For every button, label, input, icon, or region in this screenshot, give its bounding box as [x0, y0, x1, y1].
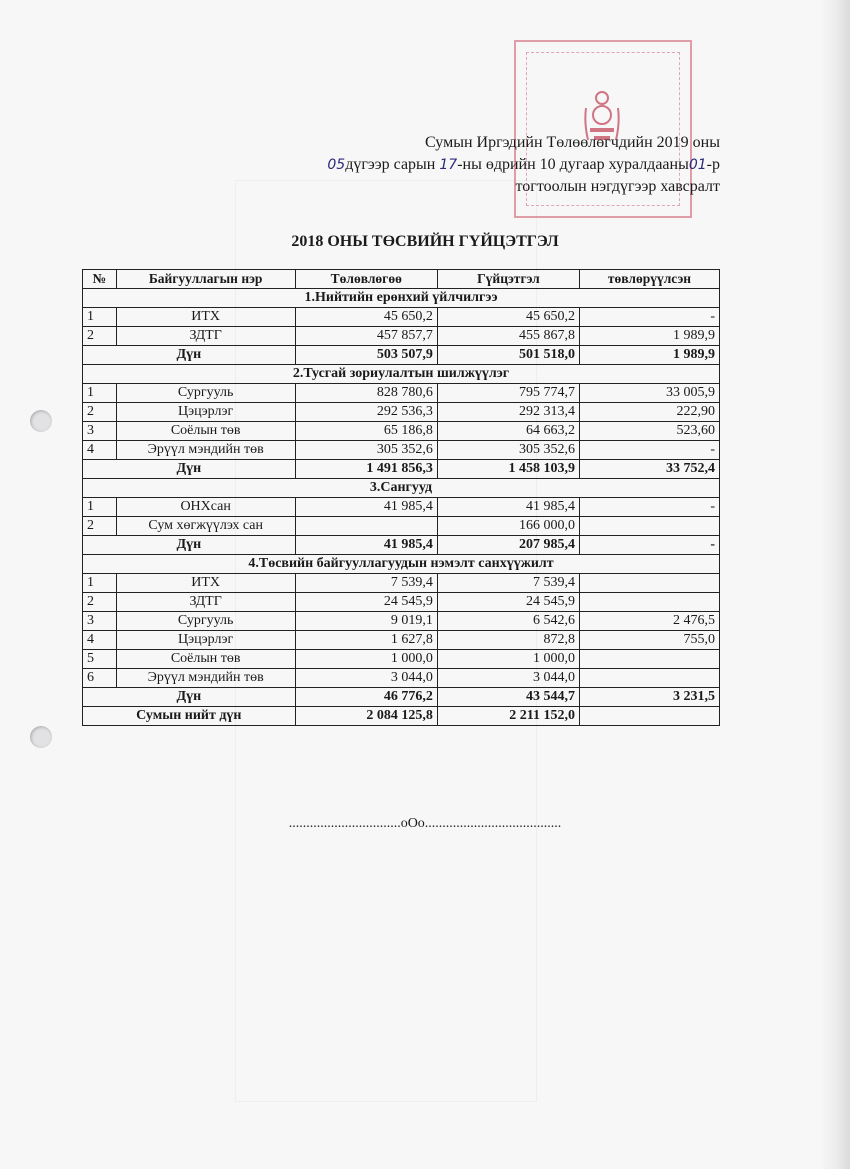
total-actual-cell: 501 518,0: [437, 346, 579, 365]
centralized-value-cell: 33 005,9: [579, 384, 719, 403]
total-actual-cell: 43 544,7: [437, 688, 579, 707]
row-number-cell: 2: [83, 403, 117, 422]
grand-total-actual-cell: 2 211 152,0: [437, 707, 579, 726]
total-plan-cell: 41 985,4: [295, 536, 437, 555]
section-title: 1.Нийтийн ерөнхий үйлчилгээ: [83, 289, 720, 308]
section-total-row: [83, 536, 720, 555]
header-suffix: -р: [706, 156, 720, 173]
column-header-plan: Төлөвлөгөө: [295, 270, 437, 289]
actual-value-cell: 41 985,4: [437, 498, 579, 517]
total-centralized-cell: 3 231,5: [579, 688, 719, 707]
row-number-cell: 4: [83, 631, 117, 650]
centralized-value-cell: [579, 574, 719, 593]
centralized-value-cell: -: [579, 498, 719, 517]
actual-value-cell: 166 000,0: [437, 517, 579, 536]
punch-hole-top: [30, 410, 52, 432]
column-header-centralized: төвлөрүүлсэн: [579, 270, 719, 289]
table-row: [83, 631, 720, 650]
row-number-cell: 1: [83, 574, 117, 593]
plan-value-cell: 305 352,6: [295, 441, 437, 460]
section-header-row: [83, 289, 720, 308]
centralized-value-cell: 1 989,9: [579, 327, 719, 346]
row-number-cell: 4: [83, 441, 117, 460]
handwritten-month: 05: [327, 157, 346, 173]
centralized-value-cell: [579, 593, 719, 612]
handwritten-resolution-no: 01: [688, 157, 707, 173]
table-row: [83, 498, 720, 517]
actual-value-cell: 24 545,9: [437, 593, 579, 612]
total-plan-cell: 46 776,2: [295, 688, 437, 707]
column-header-organization: Байгууллагын нэр: [116, 270, 295, 289]
page-title: 2018 ОНЫ ТӨСВИЙН ГҮЙЦЭТГЭЛ: [291, 233, 559, 250]
table-row: [83, 650, 720, 669]
plan-value-cell: 7 539,4: [295, 574, 437, 593]
organization-name-cell: ЗДТГ: [116, 327, 295, 346]
row-number-cell: 2: [83, 593, 117, 612]
actual-value-cell: 3 044,0: [437, 669, 579, 688]
paper-edge-shadow: [820, 0, 850, 1169]
budget-execution-table: [82, 269, 720, 726]
column-header-no: №: [83, 270, 117, 289]
actual-value-cell: 45 650,2: [437, 308, 579, 327]
row-number-cell: 6: [83, 669, 117, 688]
section-total-row: [83, 460, 720, 479]
total-plan-cell: 503 507,9: [295, 346, 437, 365]
row-number-cell: 1: [83, 498, 117, 517]
actual-value-cell: 305 352,6: [437, 441, 579, 460]
organization-name-cell: Цэцэрлэг: [116, 631, 295, 650]
grand-total-centralized-cell: [579, 707, 719, 726]
table-row: [83, 403, 720, 422]
total-label-cell: Дүн: [83, 536, 296, 555]
plan-value-cell: 65 186,8: [295, 422, 437, 441]
actual-value-cell: 795 774,7: [437, 384, 579, 403]
row-number-cell: 3: [83, 612, 117, 631]
row-number-cell: 1: [83, 384, 117, 403]
column-header-actual: Гүйцэтгэл: [437, 270, 579, 289]
table-body: [83, 289, 720, 726]
plan-value-cell: 3 044,0: [295, 669, 437, 688]
grand-total-row: [83, 707, 720, 726]
table-row: [83, 327, 720, 346]
total-centralized-cell: 33 752,4: [579, 460, 719, 479]
row-number-cell: 1: [83, 308, 117, 327]
centralized-value-cell: 755,0: [579, 631, 719, 650]
centralized-value-cell: [579, 669, 719, 688]
plan-value-cell: 1 000,0: [295, 650, 437, 669]
header-session-label: -ны өдрийн 10 дугаар хуралдааны: [457, 156, 689, 173]
centralized-value-cell: -: [579, 308, 719, 327]
section-title: 3.Сангууд: [83, 479, 720, 498]
centralized-value-cell: [579, 650, 719, 669]
section-total-row: [83, 688, 720, 707]
actual-value-cell: 1 000,0: [437, 650, 579, 669]
total-actual-cell: 207 985,4: [437, 536, 579, 555]
organization-name-cell: Цэцэрлэг: [116, 403, 295, 422]
table-row: [83, 669, 720, 688]
organization-name-cell: ИТХ: [116, 574, 295, 593]
plan-value-cell: 1 627,8: [295, 631, 437, 650]
total-plan-cell: 1 491 856,3: [295, 460, 437, 479]
actual-value-cell: 6 542,6: [437, 612, 579, 631]
table-row: [83, 517, 720, 536]
section-header-row: [83, 555, 720, 574]
table-row: [83, 308, 720, 327]
plan-value-cell: 828 780,6: [295, 384, 437, 403]
organization-name-cell: Сум хөгжүүлэх сан: [116, 517, 295, 536]
section-header-row: [83, 479, 720, 498]
organization-name-cell: Эрүүл мэндийн төв: [116, 441, 295, 460]
plan-value-cell: 457 857,7: [295, 327, 437, 346]
table-row: [83, 384, 720, 403]
handwritten-day: 17: [439, 157, 458, 173]
actual-value-cell: 7 539,4: [437, 574, 579, 593]
grand-total-label-cell: Сумын нийт дүн: [83, 707, 296, 726]
organization-name-cell: ЗДТГ: [116, 593, 295, 612]
centralized-value-cell: [579, 517, 719, 536]
punch-hole-bottom: [30, 726, 52, 748]
plan-value-cell: [295, 517, 437, 536]
header-line-1: Сумын Иргэдийн Төлөөлөгчдийн 2019 оны: [425, 134, 720, 151]
document-end-marker: ................................oOo.......................................: [288, 816, 562, 831]
organization-name-cell: Сургууль: [116, 612, 295, 631]
actual-value-cell: 292 313,4: [437, 403, 579, 422]
table-row: [83, 422, 720, 441]
row-number-cell: 3: [83, 422, 117, 441]
actual-value-cell: 64 663,2: [437, 422, 579, 441]
section-title: 4.Төсвийн байгууллагуудын нэмэлт санхүүжилт: [83, 555, 720, 574]
header-line-2: [327, 154, 720, 176]
table-row: [83, 593, 720, 612]
total-label-cell: Дүн: [83, 346, 296, 365]
centralized-value-cell: 2 476,5: [579, 612, 719, 631]
header-line-3: тогтоолын нэгдүгээр хавсралт: [515, 178, 720, 195]
total-label-cell: Дүн: [83, 688, 296, 707]
table-row: [83, 441, 720, 460]
table-header-row: [83, 270, 720, 289]
organization-name-cell: Соёлын төв: [116, 650, 295, 669]
centralized-value-cell: -: [579, 441, 719, 460]
section-total-row: [83, 346, 720, 365]
organization-name-cell: ИТХ: [116, 308, 295, 327]
header-month-label: дүгээр сарын: [345, 156, 436, 173]
total-actual-cell: 1 458 103,9: [437, 460, 579, 479]
row-number-cell: 2: [83, 327, 117, 346]
plan-value-cell: 41 985,4: [295, 498, 437, 517]
actual-value-cell: 872,8: [437, 631, 579, 650]
actual-value-cell: 455 867,8: [437, 327, 579, 346]
resolution-header: [327, 132, 720, 198]
plan-value-cell: 292 536,3: [295, 403, 437, 422]
section-header-row: [83, 365, 720, 384]
total-centralized-cell: 1 989,9: [579, 346, 719, 365]
plan-value-cell: 9 019,1: [295, 612, 437, 631]
section-title: 2.Тусгай зориулалтын шилжүүлэг: [83, 365, 720, 384]
plan-value-cell: 45 650,2: [295, 308, 437, 327]
organization-name-cell: Соёлын төв: [116, 422, 295, 441]
table-row: [83, 612, 720, 631]
centralized-value-cell: 523,60: [579, 422, 719, 441]
table-row: [83, 574, 720, 593]
plan-value-cell: 24 545,9: [295, 593, 437, 612]
total-label-cell: Дүн: [83, 460, 296, 479]
organization-name-cell: Эрүүл мэндийн төв: [116, 669, 295, 688]
grand-total-plan-cell: 2 084 125,8: [295, 707, 437, 726]
organization-name-cell: ОНХсан: [116, 498, 295, 517]
row-number-cell: 2: [83, 517, 117, 536]
row-number-cell: 5: [83, 650, 117, 669]
total-centralized-cell: -: [579, 536, 719, 555]
organization-name-cell: Сургууль: [116, 384, 295, 403]
centralized-value-cell: 222,90: [579, 403, 719, 422]
